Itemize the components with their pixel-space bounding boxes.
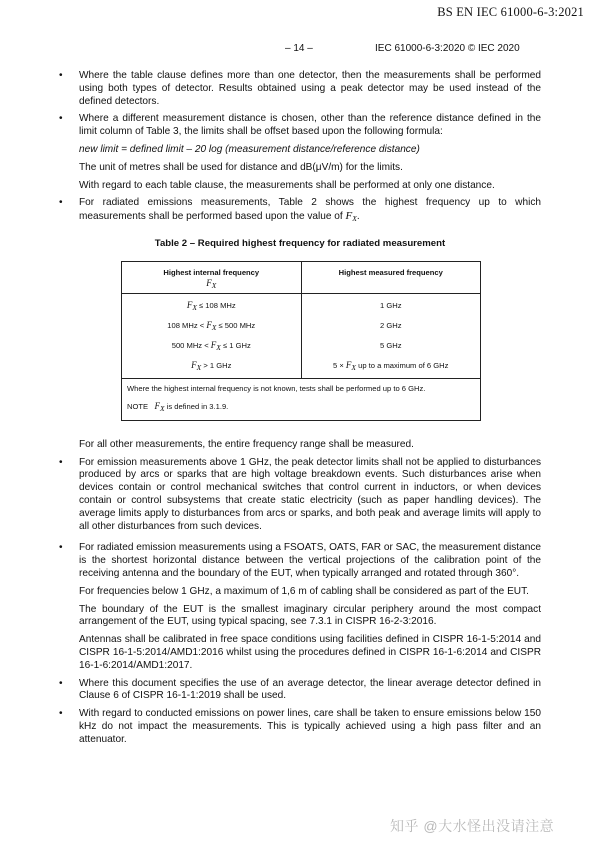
table-caption: Table 2 – Required highest frequency for radiated measurement (154, 237, 446, 249)
radiated-text: For radiated emissions measurements, Table 2 shows the highest frequency up to which measurements shall be performed based upon the value of (79, 197, 541, 223)
paragraph-eut-boundary: The boundary of the EUT is the smallest imaginary circular periphery around the most compact arrangement of the EUT, using typical spacing, see 7.3.1 in CISPR 16-2-3:2016. (79, 603, 541, 628)
table-row (122, 356, 481, 379)
internal-frequency-cell: 500 MHz < $F_X \le 1$ GHz (122, 336, 302, 356)
paragraph-antennas: Antennas shall be calibrated in free space conditions using facilities defined in CISPR 16-1-5:2014 and CISPR 16-1-5:2014/AMD1:2016 whilst using the procedures defined in CISPR 16-1-6:2014 and CISPR 16-1-6:2014/AMD1:2017. (79, 634, 541, 671)
bullet-detectors (59, 70, 541, 108)
table-row (122, 316, 481, 336)
document-body (59, 70, 541, 752)
fx-symbol: $F_X$ (345, 210, 357, 224)
table-notes-row (122, 378, 481, 420)
measured-frequency-cell: 5 GHz (301, 336, 481, 356)
header-internal-label: Highest internal frequency (163, 267, 260, 277)
bullet-conducted-emissions (59, 708, 541, 746)
bullet-average-detector (59, 678, 541, 704)
internal-frequency-cell: $F_X \le 108$ MHz (122, 293, 302, 316)
internal-frequency-cell: $F_X > 1$ GHz (122, 356, 302, 379)
header-fx-symbol: $F_X$ (206, 277, 217, 290)
bullet-arcs-sparks (59, 457, 541, 534)
bullet-test-sites (59, 542, 541, 580)
bullet-radiated-emissions (59, 197, 541, 226)
paragraph-other-measurements: For all other measurements, the entire frequency range shall be measured. (79, 438, 414, 450)
table-notes (122, 378, 481, 420)
paragraph-conducted-emissions: With regard to conducted emissions on power lines, care shall be taken to ensure emissions below 150 kHz do not impact the measurements. This is typically achieved using a high pass filter and an attenuator. (79, 708, 541, 745)
measured-frequency-cell: $5 \times F_X$ up to a maximum of 6 GHz (301, 356, 481, 379)
paragraph-average-detector: Where this document specifies the use of an average detector, the linear average detector defined in Clause 6 of CISPR 16-1-1:2019 shall be used. (79, 677, 541, 702)
paragraph-table-clause: With regard to each table clause, the measurements shall be performed at only one distance. (79, 179, 495, 191)
bullet-marker: • (59, 456, 63, 468)
bullet-marker: • (59, 197, 63, 209)
paragraph-cabling: For frequencies below 1 GHz, a maximum of 1,6 m of cabling shall be considered as part of the EUT. (79, 585, 529, 597)
table-note: NOTE $F_X$ is defined in 3.1.9. (127, 400, 229, 413)
standard-reference: IEC 61000-6-3:2020 © IEC 2020 (375, 43, 520, 54)
measured-frequency-cell: 2 GHz (301, 316, 481, 336)
watermark: 知乎 @大水怪出没请注意 (390, 818, 555, 834)
bullet-marker: • (59, 113, 63, 125)
bullet-marker: • (59, 708, 63, 720)
document-id: BS EN IEC 61000-6-3:2021 (437, 5, 584, 19)
header-internal-frequency (122, 261, 302, 293)
table-row (122, 336, 481, 356)
paragraph-units: The unit of metres shall be used for distance and dB(μV/m) for the limits. (79, 161, 403, 173)
header-measured-frequency: Highest measured frequency (301, 261, 481, 293)
paragraph-radiated-emissions: For radiated emissions measurements, Table 2 shows the highest frequency up to which measurements shall be performed based upon the value of $F_X$. (79, 197, 541, 224)
bullet-marker: • (59, 542, 63, 554)
paragraph-detectors: Where the table clause defines more than one detector, then the measurements shall be performed using both types of detector. Results obtained using a peak detector may be used instead of the defined detectors. (79, 70, 541, 107)
bullet-marker: • (59, 677, 63, 689)
page-number: – 14 – (285, 43, 313, 54)
paragraph-test-sites: For radiated emission measurements using a FSOATS, OATS, FAR or SAC, the measurement distance is the shortest horizontal distance between the vertical projections of the calibration point of the receiving antenna and the boundary of the EUT, when typically arranged and rotated through 360°. (79, 542, 541, 579)
limit-formula: new limit = defined limit – 20 log (measurement distance/reference distance) (79, 143, 420, 155)
table-row (122, 293, 481, 316)
internal-frequency-cell: 108 MHz < $F_X \le 500$ MHz (122, 316, 302, 336)
bullet-marker: • (59, 70, 63, 81)
paragraph-arcs-sparks: For emission measurements above 1 GHz, the peak detector limits shall not be applied to disturbances produced by arcs or sparks that are high voltage breakdown events. Such disturbances arise when devices contain or control mechanical switches that control current in inductors, or when devices contain or control subsystems that create static electricity (such as paper handling devices). The average limits apply to disturbances from arcs or sparks, and both peak and average limits will apply to all other disturbances from such devices. (79, 456, 541, 532)
bullet-measurement-distance (59, 113, 541, 139)
table-footnote: Where the highest internal frequency is not known, tests shall be performed up to 6 GHz. (127, 383, 426, 393)
measured-frequency-cell: 1 GHz (301, 293, 481, 316)
frequency-table (121, 261, 481, 421)
paragraph-measurement-distance: Where a different measurement distance is chosen, other than the reference distance defined in the limit column of Table 3, the limits shall be offset based upon the following formula: (79, 113, 541, 138)
table-header-row (122, 261, 481, 293)
